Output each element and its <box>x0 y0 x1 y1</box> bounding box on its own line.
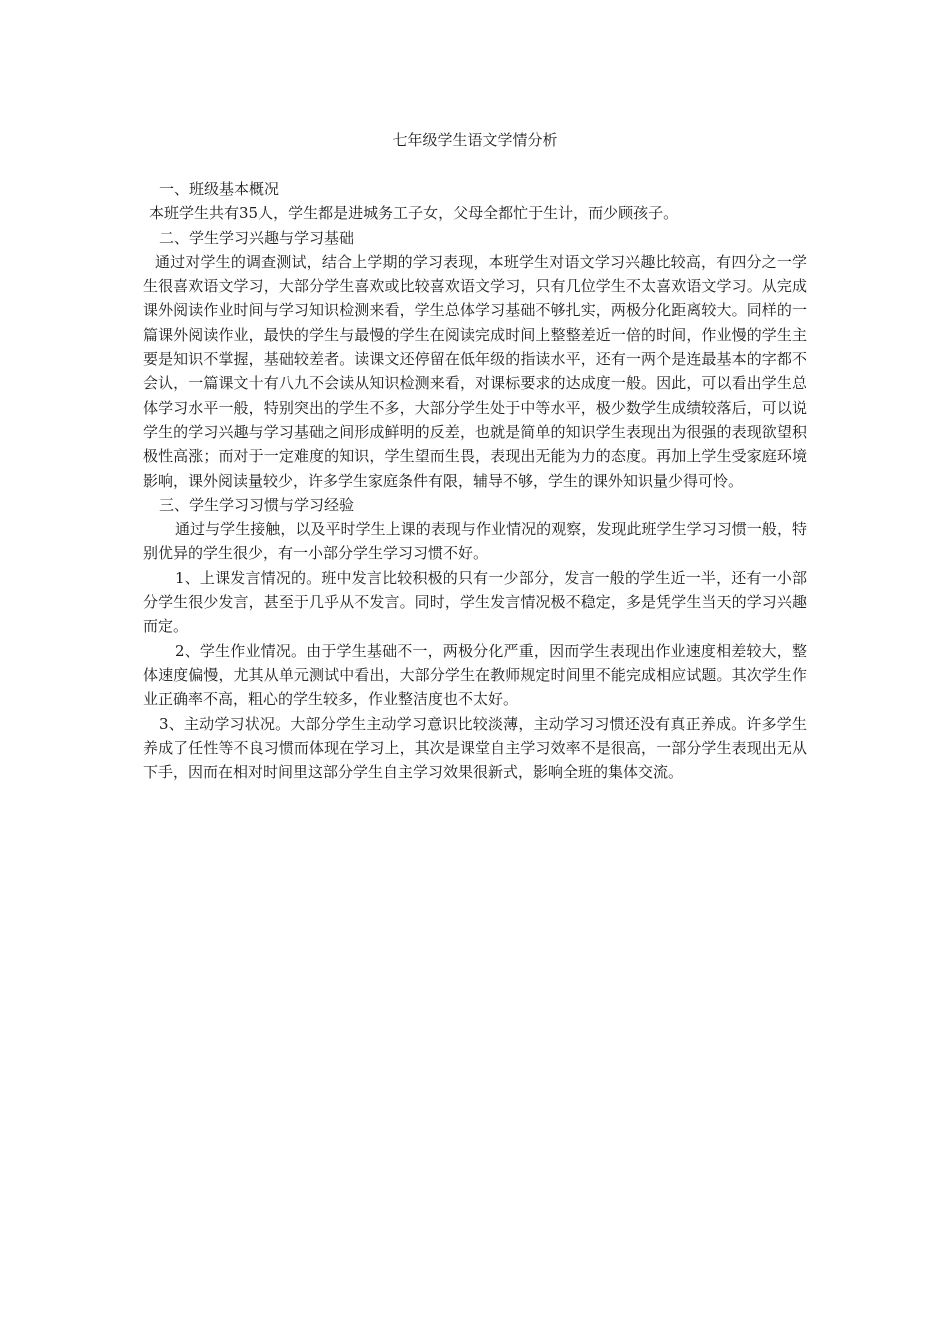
section1-paragraph: 本班学生共有35人，学生都是进城务工子女，父母全都忙于生计，而少顾孩子。 <box>149 204 679 223</box>
section2-paragraph: 通过对学生的调查测试，结合上学期的学习表现，本班学生对语文学习兴趣比较高，有四分之一学生很喜欢语文学习，大部分学生喜欢或比较喜欢语文学习，只有几位学生不太喜欢语文学习。从完成课外阅读作业时间与学习知识检测来看，学生总体学习基础不够扎实，两极分化距离较大。同样的一篇课外阅读作业，最快的学生与最慢的学生在阅读完成时间上整整差近一倍的时间，作业慢的学生主要是知识不掌握，基础较差者。读课文还停留在低年级的指读水平，还有一两个是连最基本的字都不会认，一篇课文十有八九不会读从知识检测来看，对课标要求的达成度一般。因此，可以看出学生总体学习水平一般，特别突出的学生不多，大部分学生处于中等水平，极少数学生成绩较落后，可以说学生的学习兴趣与学习基础之间形成鲜明的反差，也就是简单的知识学生表现出为很强的表现欲望积极性高涨；而对于一定难度的知识，学生望而生畏，表现出无能为力的态度。再加上学生受家庭环境影响，课外阅读量较少，许多学生家庭条件有限，辅导不够，学生的课外知识量少得可怜。 <box>143 252 807 490</box>
section1-heading: 一、班级基本概况 <box>159 180 280 198</box>
section3-item-1: 1、上课发言情况的。班中发言比较积极的只有一少部分，发言一般的学生近一半，还有一小部分学生很少发言，甚至于几乎从不发言。同时，学生发言情况极不稳定，多是凭学生当天的学习兴趣而定。 <box>143 568 807 636</box>
section3-intro-paragraph: 通过与学生接触，以及平时学生上课的表现与作业情况的观察，发现此班学生学习习惯一般，特别优异的学生很少，有一小部分学生学习习惯不好。 <box>143 520 807 563</box>
document-title: 七年级学生语文学情分析 <box>392 131 558 149</box>
section3-heading: 三、学生学习习惯与学习经验 <box>159 495 355 514</box>
document-body <box>143 128 807 784</box>
section3-item-3: 3、主动学习状况。大部分学生主动学习意识比较淡薄，主动学习习惯还没有真正养成。许多学生养成了任性等不良习惯而体现在学习上，其次是课堂自主学习效率不是很高，一部分学生表现出无从下手，因而在相对时间里这部分学生自主学习效果很新式，影响全班的集体交流。 <box>143 714 807 782</box>
section2-heading: 二、学生学习兴趣与学习基础 <box>159 228 355 247</box>
section3-item-2: 2、学生作业情况。由于学生基础不一，两极分化严重，因而学生表现出作业速度相差较大，整体速度偏慢，尤其从单元测试中看出，大部分学生在教师规定时间里不能完成相应试题。其次学生作业正确率不高，粗心的学生较多，作业整洁度也不太好。 <box>143 641 807 709</box>
